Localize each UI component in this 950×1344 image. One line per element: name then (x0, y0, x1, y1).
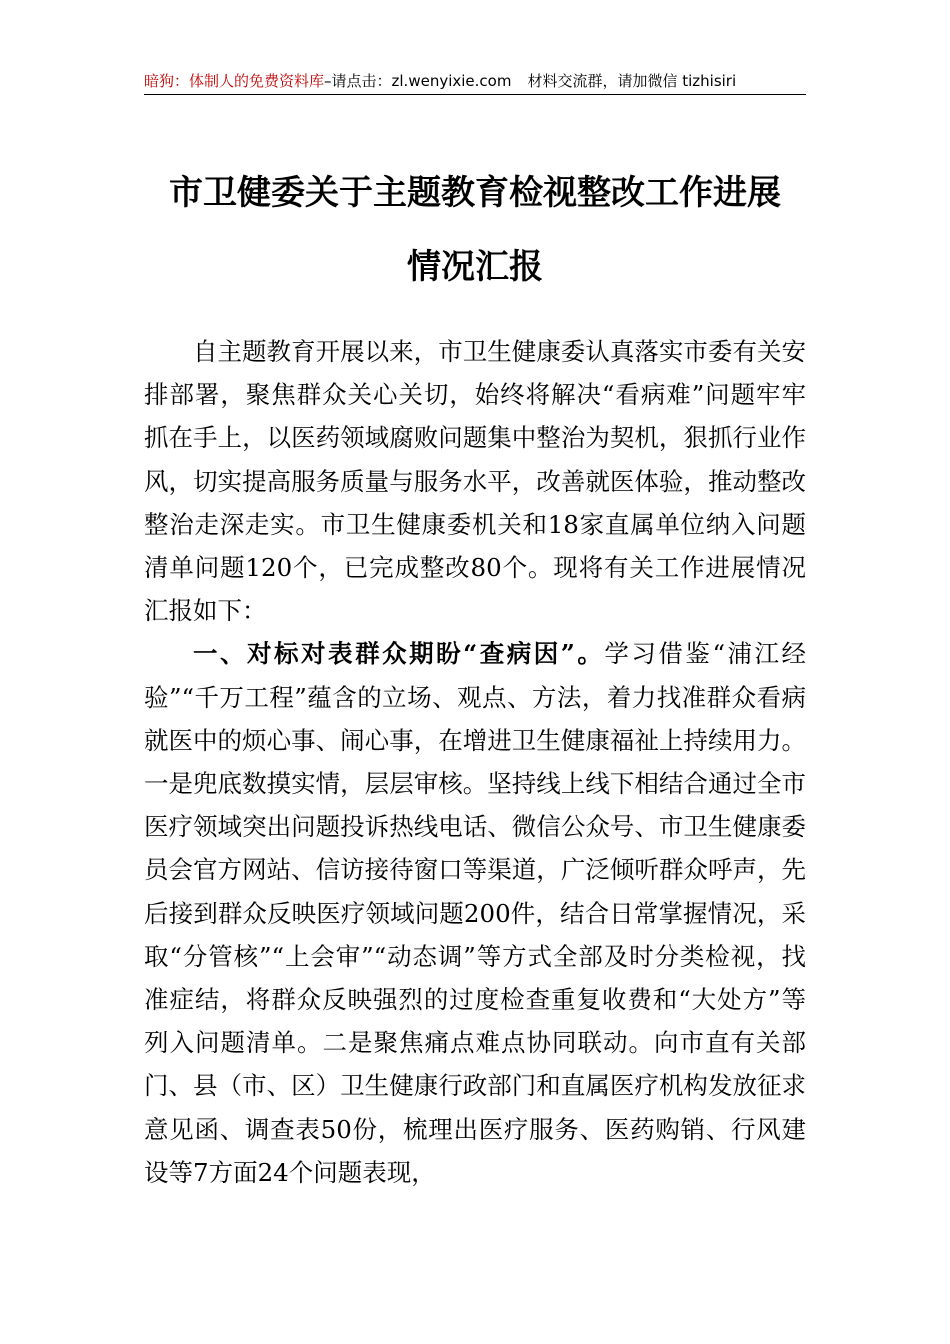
title-line-2: 情况汇报 (407, 247, 543, 287)
section-1-paragraph (144, 632, 806, 1194)
title-line-1: 市卫健委关于主题教育检视整改工作进展 (169, 173, 781, 213)
header-divider (144, 94, 806, 95)
intro-paragraph: 自主题教育开展以来，市卫生健康委认真落实市委有关安排部署，聚焦群众关心关切，始终将解决“看病难”问题牢牢抓在手上，以医药领域腐败问题集中整治为契机，狠抓行业作风，切实提高服务质量与服务水平，改善就医体验，推动整改整治走深走实。市卫生健康委机关和18家直属单位纳入问题清单问题120个，已完成整改80个。现将有关工作进展情况汇报如下： (144, 337, 806, 626)
document-body (144, 330, 806, 1194)
document-title (144, 156, 806, 304)
page-header (144, 68, 806, 94)
section-1-heading: 一、对标对表群众期盼“查病因”。 (193, 639, 605, 669)
header-contact: 材料交流群，请加微信 tizhisiri (527, 72, 737, 90)
header-brand: 暗狗：体制人的免费资料库 (144, 72, 325, 90)
section-1-text: 学习借鉴“浦江经验”“千万工程”蕴含的立场、观点、方法，着力找准群众看病就医中的烦心事、闹心事，在增进卫生健康福祉上持续用力。一是兜底数摸实情，层层审核。坚持线上线下相结合通过全市医疗领域突出问题投诉热线电话、微信公众号、市卫生健康委员会官方网站、信访接待窗口等渠道，广泛倾听群众呼声，先后接到群众反映医疗领域问题200件，结合日常掌握情况，采取“分管核”“上会审”“动态调”等方式全部及时分类检视，找准症结，将群众反映强烈的过度检查重复收费和“大处方”等列入问题清单。二是聚焦痛点难点协同联动。向市直有关部门、县（市、区）卫生健康行政部门和直属医疗机构发放征求意见函、调查表50份，梳理出医疗服务、医药购销、行风建设等7方面24个问题表现， (144, 639, 807, 1187)
header-link[interactable]: –请点击：zl.wenyixie.com (324, 72, 512, 90)
